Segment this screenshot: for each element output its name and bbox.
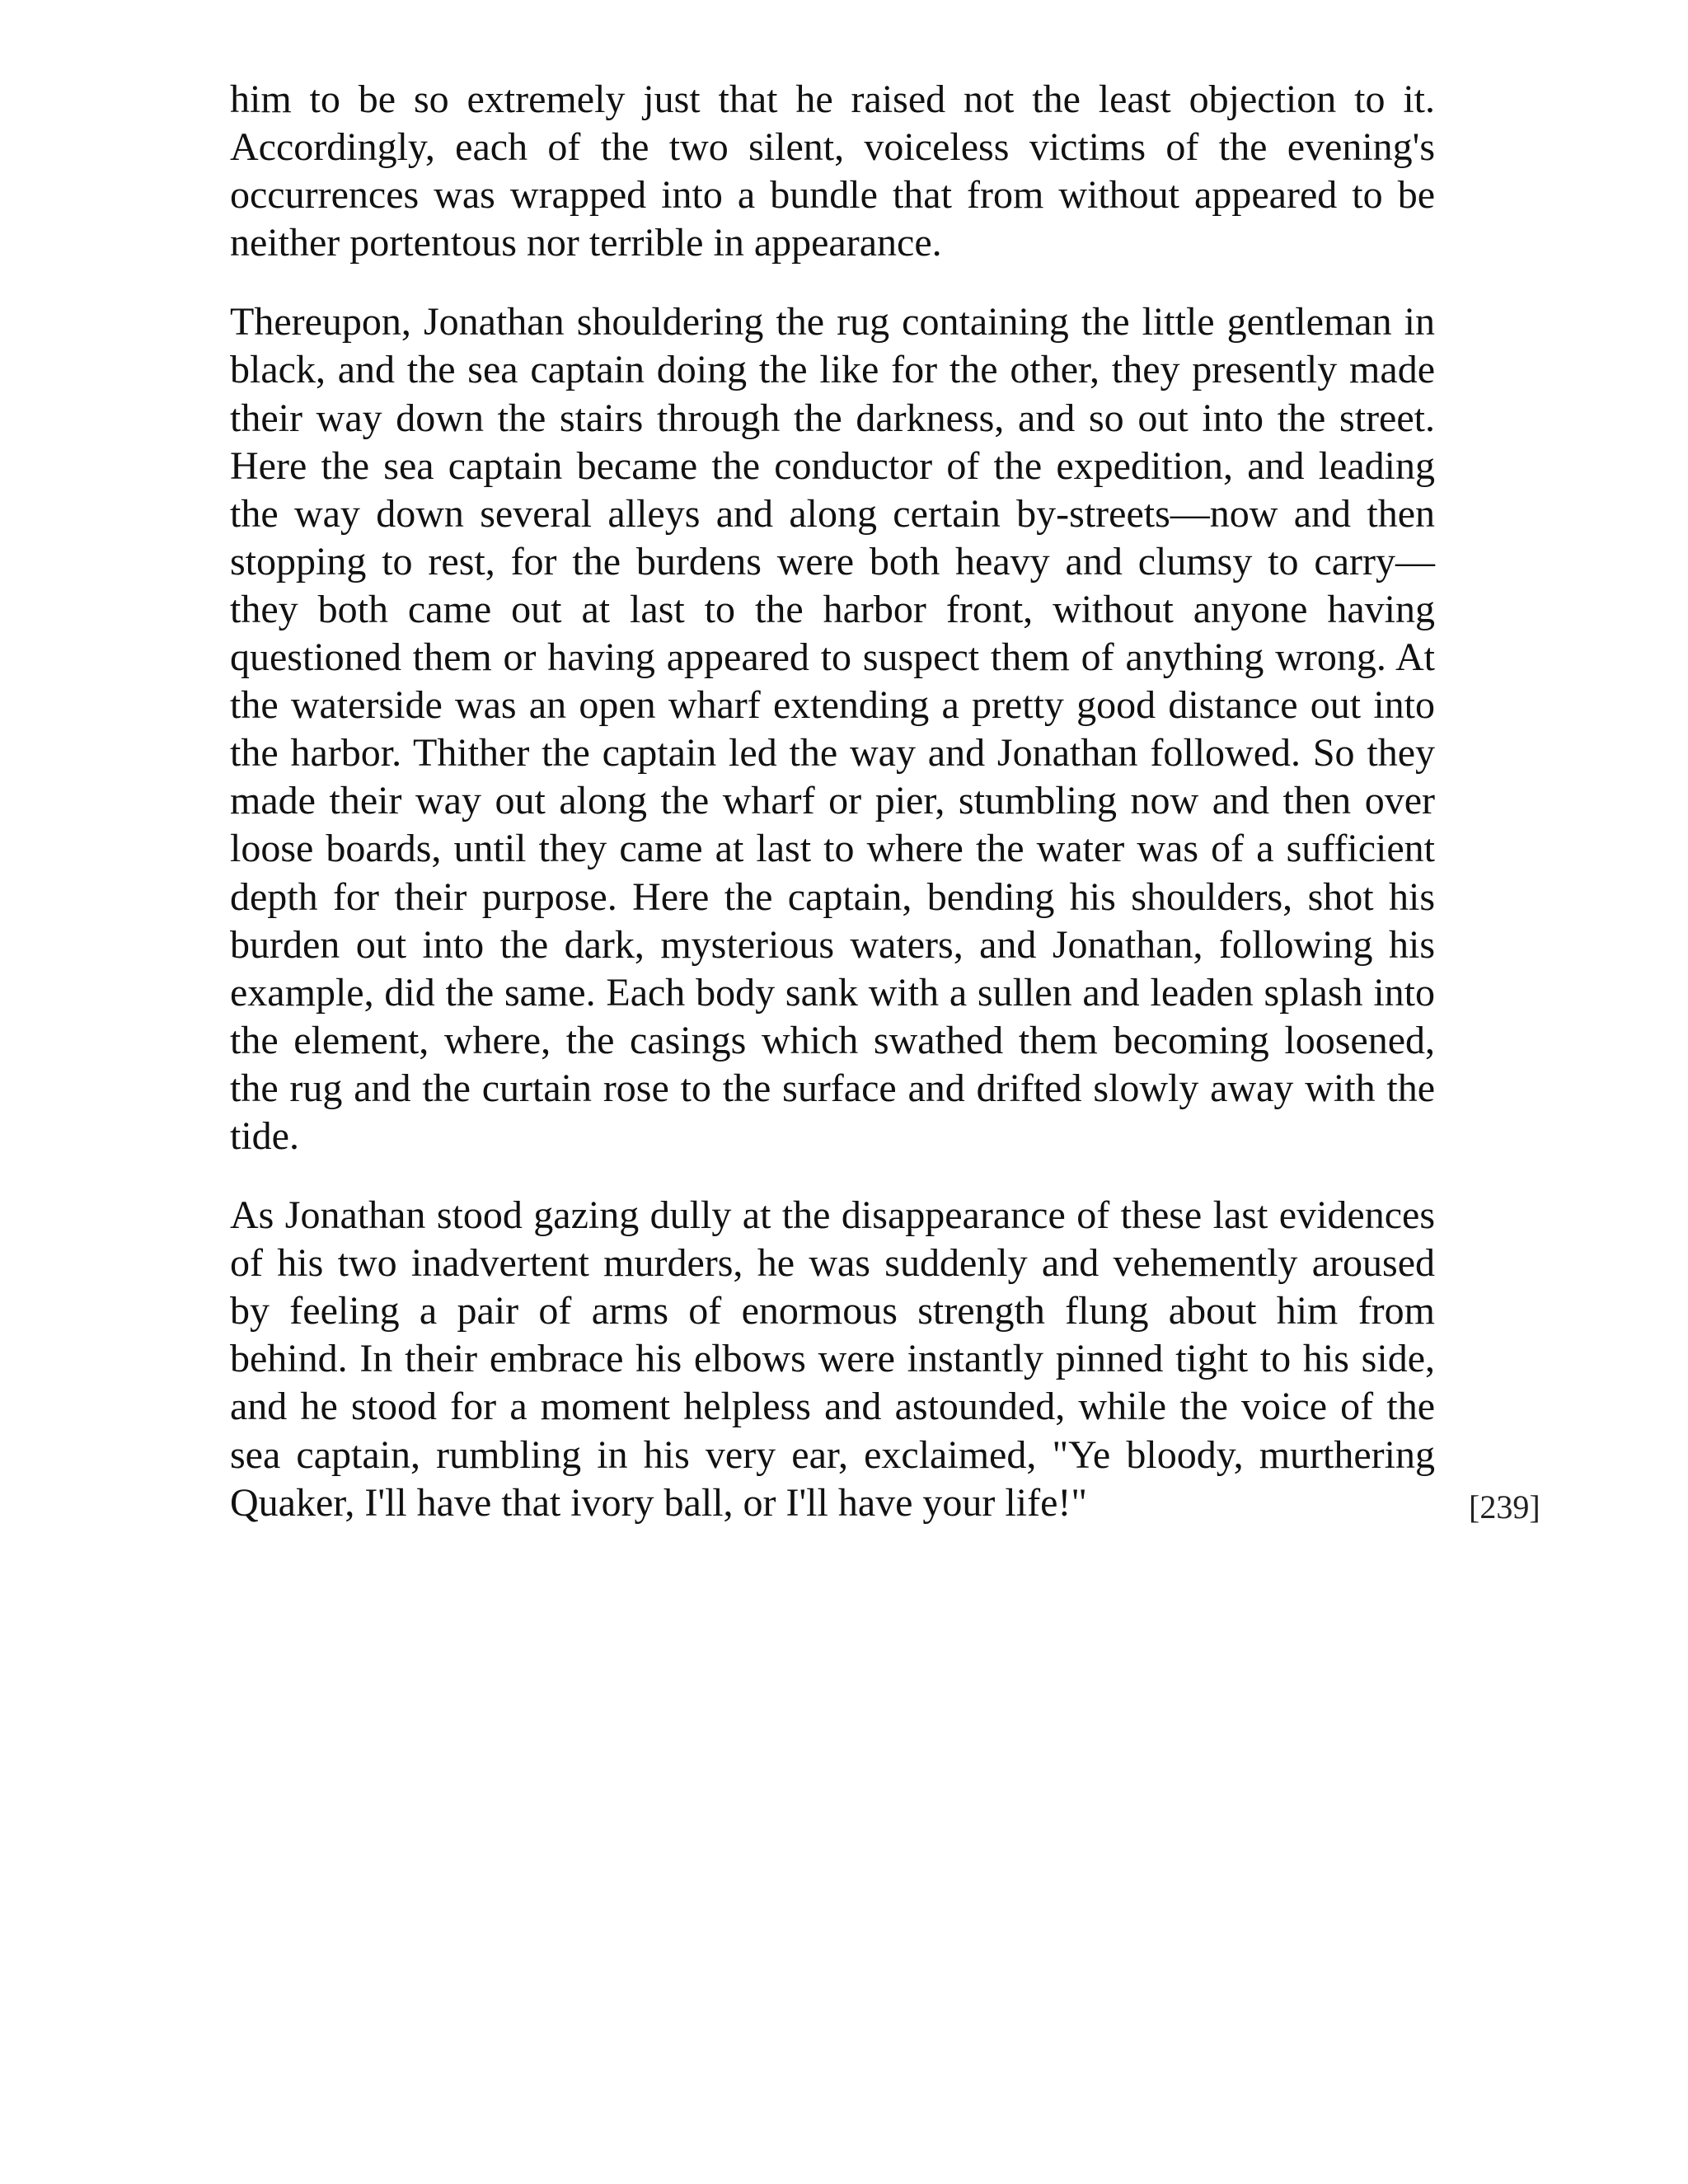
paragraph-1: him to be so extremely just that he raised not the least objection to it. Accordingly, each of the two silent, voiceless victims of the evening's occurrences was wrapped into a bundle that from without appeared to be neither portentous nor terrible in appearance. — [230, 77, 1435, 265]
page-body — [230, 76, 1435, 1527]
paragraph-2: Thereupon, Jonathan shouldering the rug containing the little gentleman in black, and the sea captain doing the like for the other, they presently made their way down the stairs through the darkness, and so out into the street. Here the sea captain became the conductor of the expedition, and leading the way down several alleys and along certain by-streets—now and then stopping to rest, for the burdens were both heavy and clumsy to carry—they both came out at last to the harbor front, without anyone having questioned them or having appeared to suspect them of anything wrong. At the waterside was an open wharf extending a pretty good distance out into the harbor. Thither the captain led the way and Jonathan followed. So they made their way out along the wharf or pier, stumbling now and then over loose boards, until they came at last to where the water was of a sufficient depth for their purpose. Here the captain, bending his shoulders, shot his burden out into the dark, mysterious waters, and Jonathan, following his example, did the same. Each body sank with a sullen and leaden splash into the element, where, the casings which swathed them becoming loosened, the rug and the curtain rose to the surface and drifted slowly away with the tide. — [230, 300, 1435, 1158]
page-number: [239] — [1469, 1488, 1540, 1526]
paragraph-3: As Jonathan stood gazing dully at the disappearance of these last evidences of his two inadvertent murders, he was suddenly and vehemently aroused by feeling a pair of arms of enormous strength flung about him from behind. In their embrace his elbows were instantly pinned tight to his side, and he stood for a moment helpless and astounded, while the voice of the sea captain, rumbling in his very ear, exclaimed, "Ye bloody, murthering Quaker, I'll have that ivory ball, or I'll have your life!" — [230, 1193, 1435, 1525]
